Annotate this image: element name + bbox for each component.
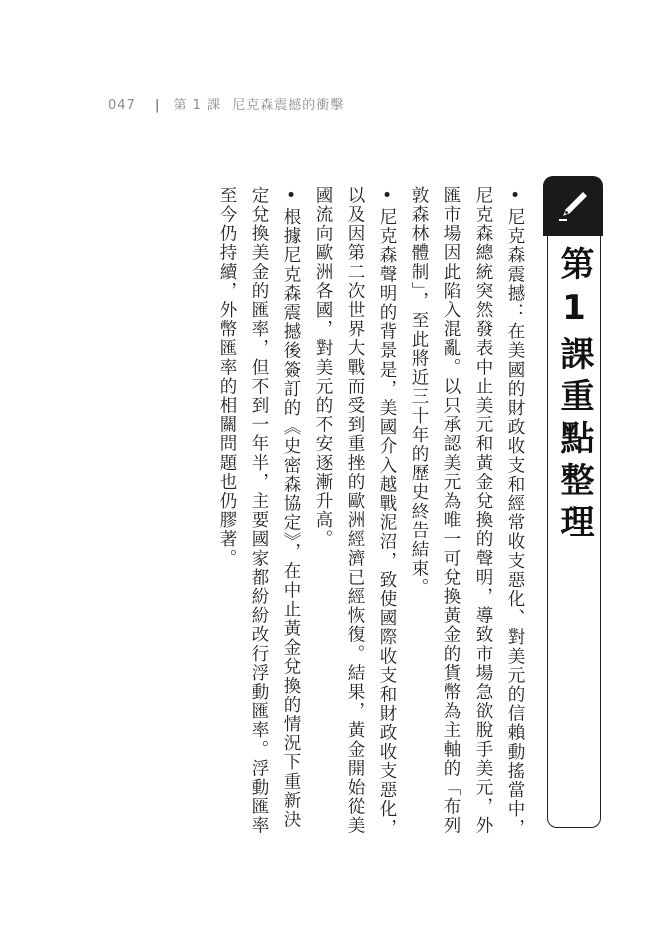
summary-item-text: 根據尼克森震撼後簽訂的《史密森協定》，在中止黃金兌換的情況下重新決定兌換美金的匯率，但不到一年半，主要國家都紛紛改行浮動匯率。浮動匯率至今仍持續，外幣匯率的相關問題也仍膠著。 <box>217 186 301 836</box>
summary-item-text: 尼克森震撼：在美國的財政收支和經常收支惡化、對美元的信賴動搖當中，尼克森總統突然發表中止美元和黃金兌換的聲明，導致市場急欲脫手美元，外匯市場因此陷入混亂。以只承認美元為唯一可兌換黃金的貨幣為主軸的「布列敦森林體制」，至此將近三十年的歷史終告結束。 <box>409 186 525 838</box>
summary-item-3 <box>211 186 307 846</box>
chapter-title: 尼克森震撼的衝擊 <box>232 98 345 113</box>
summary-title: 第1課重點整理 <box>554 246 594 546</box>
pen-nib-icon <box>543 176 603 236</box>
summary-item-text: 尼克森聲明的背景是，美國介入越戰泥沼，致使國際收支和財政收支惡化，以及因第二次世界大戰而受到重挫的歐洲經濟已經恢復。結果，黃金開始從美國流向歐洲各國，對美元的不安逐漸升高。 <box>313 186 397 838</box>
summary-item-2 <box>307 186 403 846</box>
running-header <box>108 94 350 116</box>
summary-body <box>211 186 531 846</box>
summary-item-1 <box>403 186 531 846</box>
bullet: • <box>505 186 525 208</box>
bullet: • <box>377 186 397 208</box>
header-separator: | <box>154 98 161 113</box>
lesson-label: 第 1 課 <box>173 98 222 113</box>
page-number: 047 <box>108 98 136 113</box>
bullet: • <box>281 186 301 208</box>
